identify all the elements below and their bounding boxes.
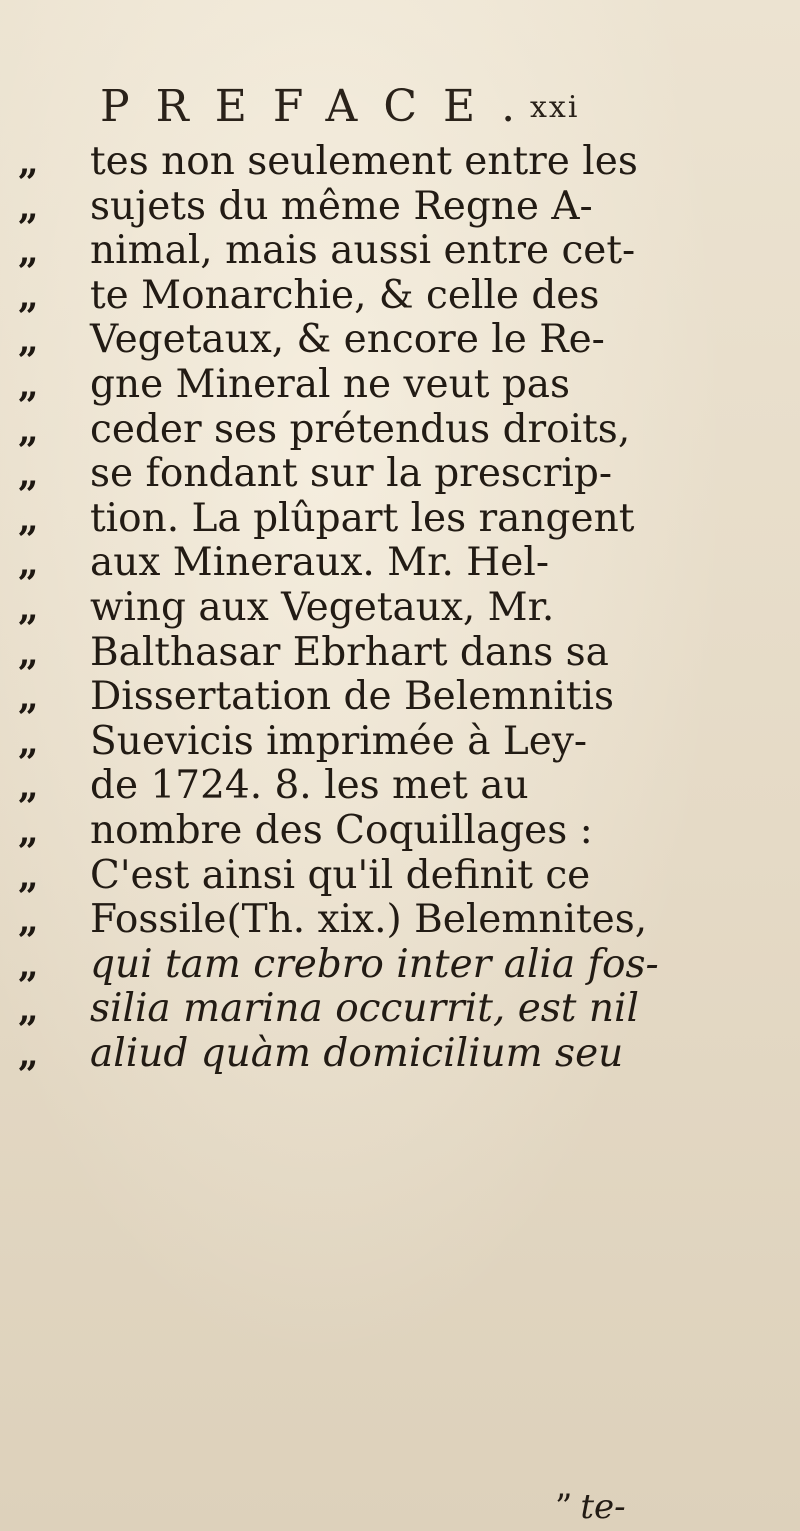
quote-mark: „ (18, 497, 39, 540)
text-line (0, 631, 800, 676)
quote-mark: „ (18, 185, 39, 228)
line-text: tion. La plûpart les rangent (90, 495, 635, 541)
quote-mark: „ (18, 720, 39, 763)
line-text: silia marina occurrit, est nil (90, 986, 639, 1032)
quote-mark: „ (18, 230, 39, 273)
text-line (0, 1032, 800, 1077)
line-text: Dissertation de Belemnitis (90, 674, 615, 720)
text-line (0, 987, 800, 1032)
text-line (0, 586, 800, 631)
quote-mark: „ (18, 943, 39, 986)
text-line (0, 274, 800, 319)
text-line (0, 140, 800, 185)
line-text: Fossile(Th. xix.) Belemnites, (90, 897, 648, 943)
quote-mark: „ (18, 809, 39, 852)
line-text: sujets du même Regne A- (90, 183, 593, 229)
text-line (0, 943, 800, 988)
text-line (0, 764, 800, 809)
text-line (0, 497, 800, 542)
text-line (0, 318, 800, 363)
page-number: xxi (530, 90, 580, 125)
line-text: te Monarchie, & celle des (90, 272, 600, 318)
quote-mark: „ (18, 854, 39, 897)
line-text: Vegetaux, & encore le Re- (90, 317, 605, 363)
quote-mark: „ (18, 453, 39, 496)
text-line (0, 452, 800, 497)
line-text: aux Mineraux. Mr. Hel- (90, 540, 549, 586)
quote-mark: „ (18, 765, 39, 808)
line-text: nimal, mais aussi entre cet- (90, 228, 636, 274)
line-text: qui tam crebro inter alia fos- (90, 941, 659, 987)
quote-mark: „ (18, 274, 39, 317)
page-header (100, 82, 660, 132)
text-block (0, 140, 800, 1076)
line-text: Balthasar Ebrhart dans sa (90, 629, 609, 675)
text-line (0, 898, 800, 943)
quote-mark: „ (18, 631, 39, 674)
quote-mark: „ (18, 1032, 39, 1075)
line-text: se fondant sur la prescrip- (90, 451, 613, 497)
quote-mark: „ (18, 542, 39, 585)
catchword-text: te- (580, 1487, 626, 1527)
quote-mark: „ (18, 988, 39, 1031)
running-title: PREFACE. (100, 81, 542, 132)
text-line (0, 675, 800, 720)
quote-mark: „ (18, 899, 39, 942)
line-text: C'est ainsi qu'il definit ce (90, 852, 591, 898)
text-line (0, 809, 800, 854)
catchword (555, 1487, 626, 1527)
line-text: nombre des Coquillages : (90, 807, 593, 853)
line-text: Suevicis imprimée à Ley- (90, 718, 588, 764)
quote-mark: „ (18, 586, 39, 629)
text-line (0, 185, 800, 230)
text-line (0, 854, 800, 899)
line-text: tes non seulement entre les (90, 139, 638, 184)
quote-mark: ” (555, 1487, 573, 1527)
line-text: de 1724. 8. les met au (90, 763, 529, 809)
quote-mark: „ (18, 676, 39, 719)
quote-mark: „ (18, 408, 39, 451)
text-line (0, 229, 800, 274)
text-line (0, 408, 800, 453)
quote-mark: „ (18, 363, 39, 406)
line-text: ceder ses prétendus droits, (90, 406, 631, 452)
quote-mark: „ (18, 141, 39, 183)
text-line (0, 720, 800, 765)
line-text: gne Mineral ne veut pas (90, 361, 571, 407)
text-line (0, 541, 800, 586)
quote-mark: „ (18, 319, 39, 362)
line-text: wing aux Vegetaux, Mr. (90, 584, 555, 630)
line-text: aliud quàm domicilium seu (90, 1030, 624, 1076)
text-line (0, 363, 800, 408)
